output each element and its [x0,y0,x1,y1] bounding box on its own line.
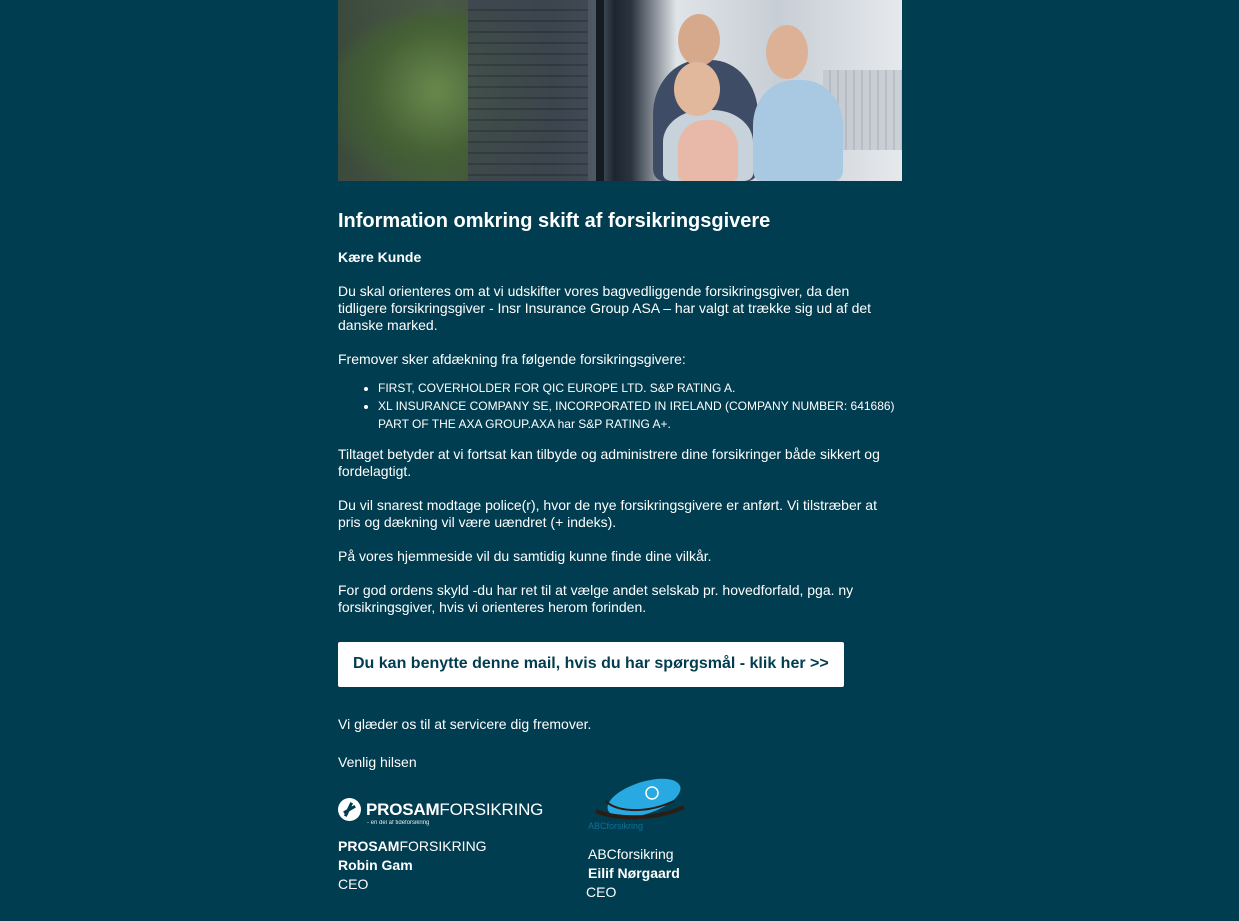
signature-name: Robin Gam [338,857,413,873]
signature-company: PROSAMFORSIKRING [338,838,487,854]
regards-line: Venlig hilsen [338,754,417,770]
paragraph-benefit: Tiltaget betyder at vi fortsat kan tilbyde og administrere dine forsikringer både sikkert og fordelagtigt. [338,446,880,479]
prosam-logo-icon [338,798,361,821]
insurers-list [338,379,902,433]
paragraph-insurer-change: Du skal orienteres om at vi udskifter vores bagvedliggende forsikringsgiver, da den tidligere forsikringsgiver - Insr Insurance Group ASA – har valgt at trække sig ud af det danske marked. [338,283,872,333]
paragraph-new-insurers-intro: Fremover sker afdækning fra følgende forsikringsgivere: [338,351,686,367]
paragraph-terms: På vores hjemmeside vil du samtidig kunne finde dine vilkår. [338,548,712,564]
contact-mail-button[interactable]: Du kan benytte denne mail, hvis du har spørgsmål - klik her >> [338,642,844,687]
list-item: • XL INSURANCE COMPANY SE, INCORPORATED IN IRELAND (COMPANY NUMBER: 641686) PART OF THE AXA GROUP.AXA har S&P RATING A+. [378,397,902,433]
hero-image-family [338,0,902,181]
signature-abc [588,771,694,902]
signatures [338,771,902,921]
greeting: Kære Kunde [338,249,422,265]
signature-prosam [338,795,543,894]
signature-title: CEO [338,876,369,892]
abc-logo: ABCforsikring [584,771,694,835]
email-body [338,0,902,921]
signature-title: CEO [586,884,617,900]
list-item: • FIRST, COVERHOLDER FOR QIC EUROPE LTD. S&P RATING A. [378,379,902,397]
paragraph-new-policy: Du vil snarest modtage police(r), hvor de nye forsikringsgivere er anført. Vi tilstræber at pris og dækning vil være uændret (+ indeks). [338,497,877,530]
paragraph-right-to-change: For god ordens skyld -du har ret til at vælge andet selskab pr. hovedforfald, pga. ny forsikringsgiver, hvis vi orienteres herom forinden. [338,582,854,615]
prosam-logo: PROSAMFORSIKRING - en del af tideforsikring [338,795,543,827]
signature-name: Eilif Nørgaard [588,865,680,881]
closing-line: Vi glæder os til at servicere dig fremover. [338,716,592,732]
signature-company: ABCforsikring [588,846,674,862]
email-heading: Information omkring skift af forsikringsgivere [338,210,771,232]
